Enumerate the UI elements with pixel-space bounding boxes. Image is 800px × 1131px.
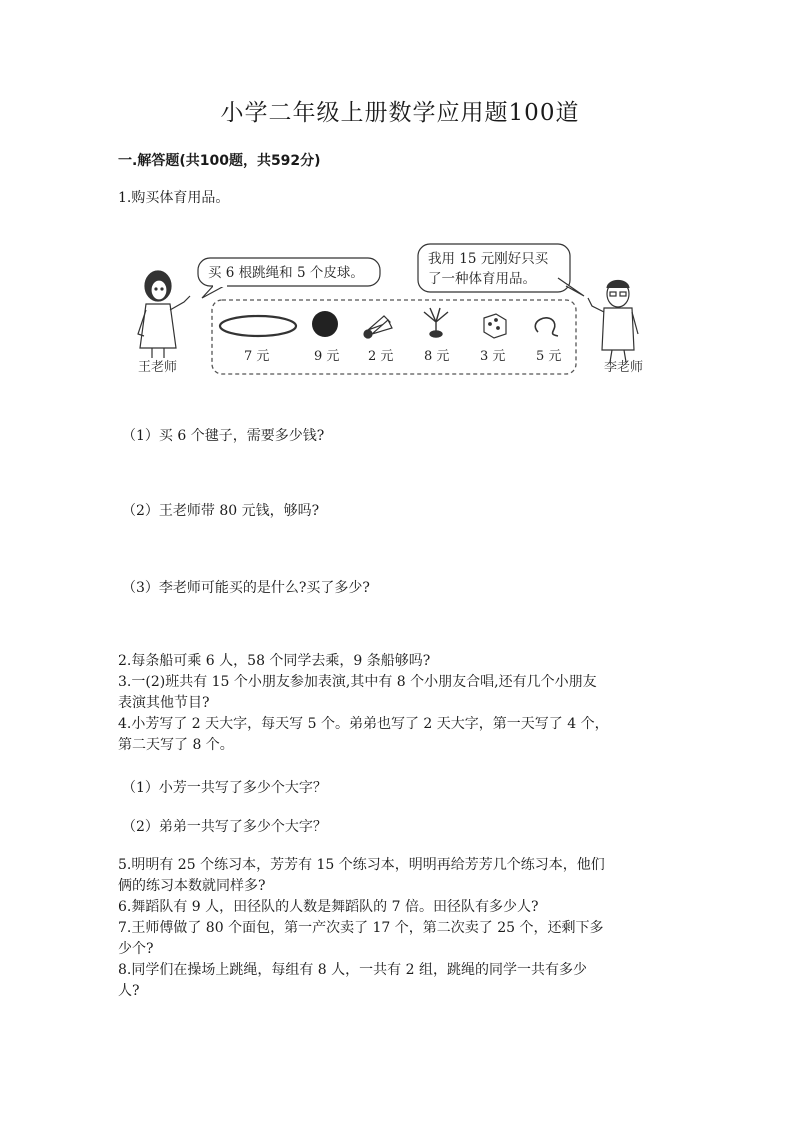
question-1-sub-2: （2）王老师带 80 元钱，够吗? [122,503,320,519]
question-7-line-2: 少个? [118,941,154,957]
question-5-line-2: 俩的练习本数就同样多? [118,878,266,894]
shuttlecock-icon [364,316,392,338]
question-4-sub-1: （1）小芳一共写了多少个大字？ [122,780,327,796]
question-6: 6.舞蹈队有 9 人，田径队的人数是舞蹈队的 7 倍。田径队有多少人? [118,899,539,915]
li-teacher-label: 李老师 [604,360,644,375]
wang-teacher-figure [138,271,190,358]
li-teacher-figure [588,281,638,363]
question-3-line-1: 3.一(2)班共有 15 个小朋友参加表演,其中有 8 个小朋友合唱,还有几个小朋友 [118,674,597,690]
question-4-line-1: 4.小芳写了 2 天大字，每天写 5 个。弟弟也写了 2 天大字，第一天写了 4 个， [118,716,609,732]
price-shuttlecock: 2 元 [368,349,394,364]
price-hoop: 7 元 [244,349,270,364]
sports-goods-illustration [118,238,678,388]
price-ball: 9 元 [314,349,340,364]
price-jianzi: 8 元 [424,349,450,364]
question-7-line-1: 7.王师傅做了 80 个面包，第一产次卖了 17 个，第二次卖了 25 个，还剩下多 [118,920,604,936]
question-3-line-2: 表演其他节目? [118,695,210,711]
jianzi-icon [424,308,448,337]
li-speech-line2: 了一种体育用品。 [428,271,536,287]
question-8-line-2: 人? [118,983,140,999]
jump-rope-icon [535,318,558,336]
question-1-sub-3: （3）李老师可能买的是什么?买了多少? [122,580,370,596]
cube-icon [484,314,506,338]
wang-speech-text: 买 6 根跳绳和 5 个皮球。 [208,265,364,281]
section-heading: 一.解答题(共100题，共592分) [118,153,321,169]
question-8-line-1: 8.同学们在操场上跳绳，每组有 8 人，一共有 2 组，跳绳的同学一共有多少 [118,962,587,978]
question-2: 2.每条船可乘 6 人，58 个同学去乘，9 条船够吗? [118,653,431,669]
li-speech-line1: 我用 15 元刚好只买 [428,251,549,267]
price-jump-rope: 5 元 [536,349,562,364]
ball-icon [312,311,338,337]
question-4-sub-2: （2）弟弟一共写了多少个大字？ [122,819,327,835]
question-4-line-2: 第二天写了 8 个。 [118,737,234,753]
page-title: 小学二年级上册数学应用题100道 [220,100,580,126]
question-1-sub-1: （1）买 6 个毽子，需要多少钱? [122,428,325,444]
question-5-line-1: 5.明明有 25 个练习本，芳芳有 15 个练习本，明明再给芳芳几个练习本，他们 [118,857,605,873]
hoop-icon [220,316,296,336]
price-cube: 3 元 [480,349,506,364]
question-1-stem: 1.购买体育用品。 [118,190,230,206]
wang-teacher-label: 王老师 [138,360,178,375]
